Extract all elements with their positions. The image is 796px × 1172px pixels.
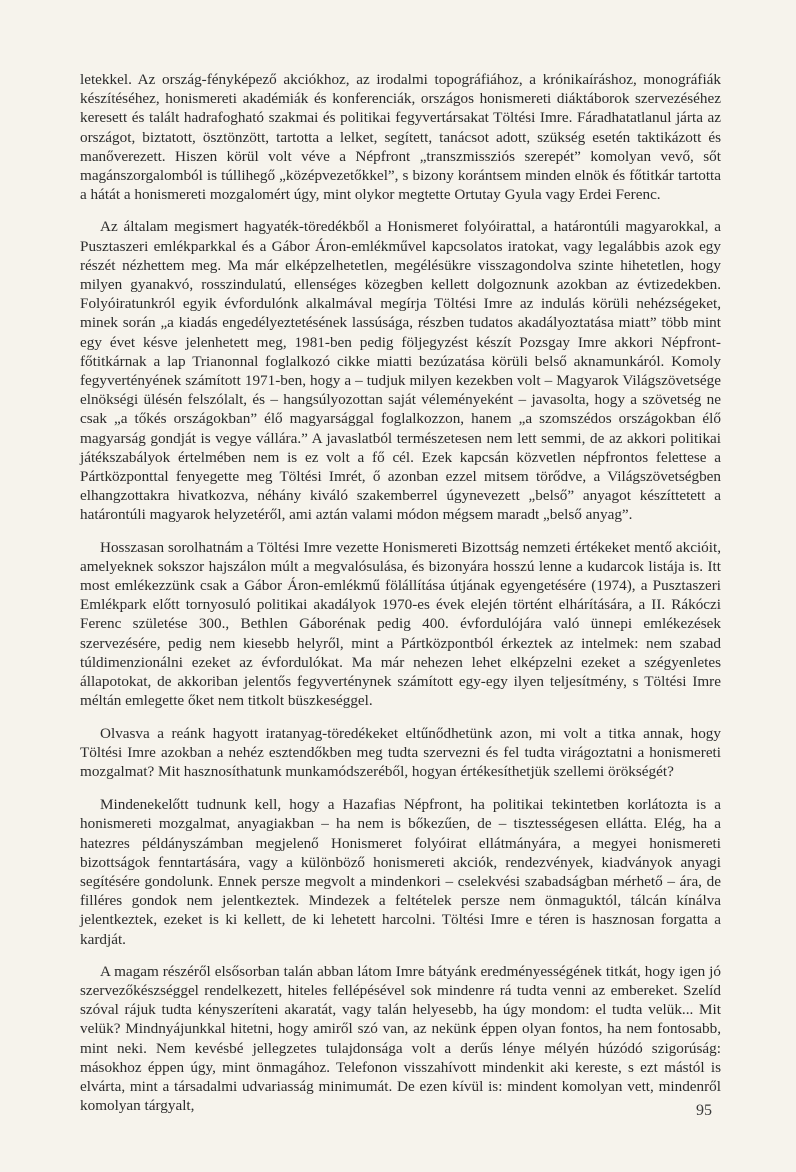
paragraph-6: A magam részéről elsősorban talán abban látom Imre bátyánk eredményességének titkát, hogy igen jó szervezőkészséggel rendelkezett, hiteles fellépésével sok mindenre rá tudta venni az embereket. Szelíd szóval rájuk tudta kényszeríteni akaratát, vagy talán helyesebb, ha úgy mondom: el tudta velük... Mit velük? Mindnyájunkkal hitetni, hogy amiről szó van, az nekünk éppen olyan fontos, ha nem fontosabb, mint neki. Nem kevésbé jellegzetes tulajdonsága volt a derűs lénye mélyén húzódó szigorúság: másokhoz éppen úgy, mint önmagához. Telefonon visszahívott mindenkit aki kereste, s ezt mástól is elvárta, mint a társadalmi udvariasság minimumát. De ezen kívül is: mindent komolyan vett, mindenről komolyan tárgyalt,: [80, 962, 721, 1115]
body-text: [80, 70, 721, 1115]
page-number: 95: [696, 1102, 712, 1119]
paragraph-1: letekkel. Az ország-fényképező akciókhoz, az irodalmi topográfiához, a krónikaíráshoz, monográfiák készítéséhez, honismereti akadémiák és konferenciák, országos honismereti diáktáborok szervezéséhez keresett és talált hadrafogható szakmai és politikai fegyvertársakat Töltési Imre. Fáradhatatlanul járta az országot, biztatott, ösztönzött, tartotta a lelket, segített, tanácsot adott, szükség esetén taktikázott és manőverezett. Hiszen körül volt véve a Népfront „transzmissziós szerepét” komolyan vevő, sőt magánszorgalomból is túllihegő „középvezetőkkel”, s bizony korántsem minden elnök és főtitkár tartotta a hátát a honismereti mozgalomért úgy, mint olykor megtette Ortutay Gyula vagy Erdei Ferenc.: [80, 71, 721, 204]
paragraph-2: Az általam megismert hagyaték-töredékből a Honismeret folyóirattal, a határontúli magyarokkal, a Pusztaszeri emlékparkkal és a Gábor Áron-emlékművel kapcsolatos iratokat, vagy legalábbis azok egy részét nézhettem meg. Ma már elképzelhetetlen, megélésükre visszagondolva szinte hihetetlen, hogy milyen gyanakvó, rosszindulatú, ellenséges közegben kellett dolgoznunk azokban az évtizedekben. Folyóiratunkról egyik évfordulónk alkalmával megírja Töltési Imre az indulás körüli nehézségeket, minek során „a kiadás engedélyeztetésének lassúsága, részben tudatos akadályoztatása miatt” több mint egy évet késve jelenhetett meg, 1981-ben pedig följegyzést készít Pozsgay Imre akkori Népfront-főtitkárnak a lap Trianonnal foglalkozó cikke miatti bezúzatása körüli belső aknamunkáról. Komoly fegyvertényének számított 1971-ben, hogy a – tudjuk milyen kezekben volt – Magyarok Világszövetsége elnökségi ülésén felszólalt, és – hangsúlyozottan saját véleményeként – javasolta, hogy a szövetség ne csak „a tőkés országokban” élő magyarsággal foglalkozzon, hanem „a szomszédos országokban élő magyarság gondját is vegye vállára.” A javaslatból természetesen nem lett semmi, de az akkori politikai játékszabályok értelmében nem is ez volt a fő cél. Ezek kapcsán közvetlen népfrontos felettese a Pártközponttal fenyegette meg Töltési Imrét, ő azonban ezzel mitsem törődve, a Világszövetségben elhangzottakra hivatkozva, néhány kiváló szakemberrel úgynevezett „belső” anyagot készíttetett a határontúli magyarok helyzetéről, ami aztán valami módon mégsem maradt „belső anyag”.: [80, 218, 721, 524]
paragraph-4: Olvasva a reánk hagyott iratanyag-töredékeket eltűnődhetünk azon, mi volt a titka annak, hogy Töltési Imre azokban a nehéz esztendőkben meg tudta szervezni és fel tudta virágoztatni a honismereti mozgalmat? Mit hasznosíthatunk munkamódszeréből, hogyan értékesíthetjük szellemi örökségét?: [80, 724, 721, 780]
paragraph-5: Mindenekelőtt tudnunk kell, hogy a Hazafias Népfront, ha politikai tekintetben korlátozta is a honismereti mozgalmat, anyagiakban – ha nem is bőkezűen, de – tisztességesen ellátta. Elég, ha a hatezres példányszámban megjelenő Honismeret folyóirat ellátmányára, a megyei honismereti bizottságok fenntartására, vagy a különböző honismereti akciók, rendezvények, kiadványok anyagi segítésére gondolunk. Ennek persze megvolt a mindenkori – cselekvési szabadságban mérhető – ára, de filléres gondok nem jelentkeztek. Mindezek a feltételek persze nem önmaguktól, tálcán kínálva jelentkeztek, ezeket is ki kellett, de ki lehetett harcolni. Töltési Imre e téren is hasznosan forgatta a kardját.: [80, 796, 721, 948]
paragraph-3: Hosszasan sorolhatnám a Töltési Imre vezette Honismereti Bizottság nemzeti értékeket mentő akcióit, amelyeknek sokszor hajszálon múlt a megvalósulása, és bizonyára hosszú lenne a kudarcok listája is. Itt most emlékezzünk csak a Gábor Áron-emlékmű fölállítása útjának egyengetésére (1974), a Pusztaszeri Emlékpark előtt tornyosuló politikai akadályok 1970-es évek elején történt elhárítására, a II. Rákóczi Ferenc születése 300., Bethlen Gáborénak pedig 400. évfordulójára való ünnepi emlékezések szervezésére, pedig nem kiesebb helyről, mint a Pártközpontból érkeztek az intelmek: nem szabad túldimenzionálni ezeket az évfordulókat. Ma már nehezen lehet elképzelni ezeket a szégyenletes állapotokat, de akkoriban jelentős fegyverténynek számított egy-egy ilyen teljesítmény, s Töltési Imre méltán emlegette őket nem titkolt büszkeséggel.: [80, 538, 721, 710]
